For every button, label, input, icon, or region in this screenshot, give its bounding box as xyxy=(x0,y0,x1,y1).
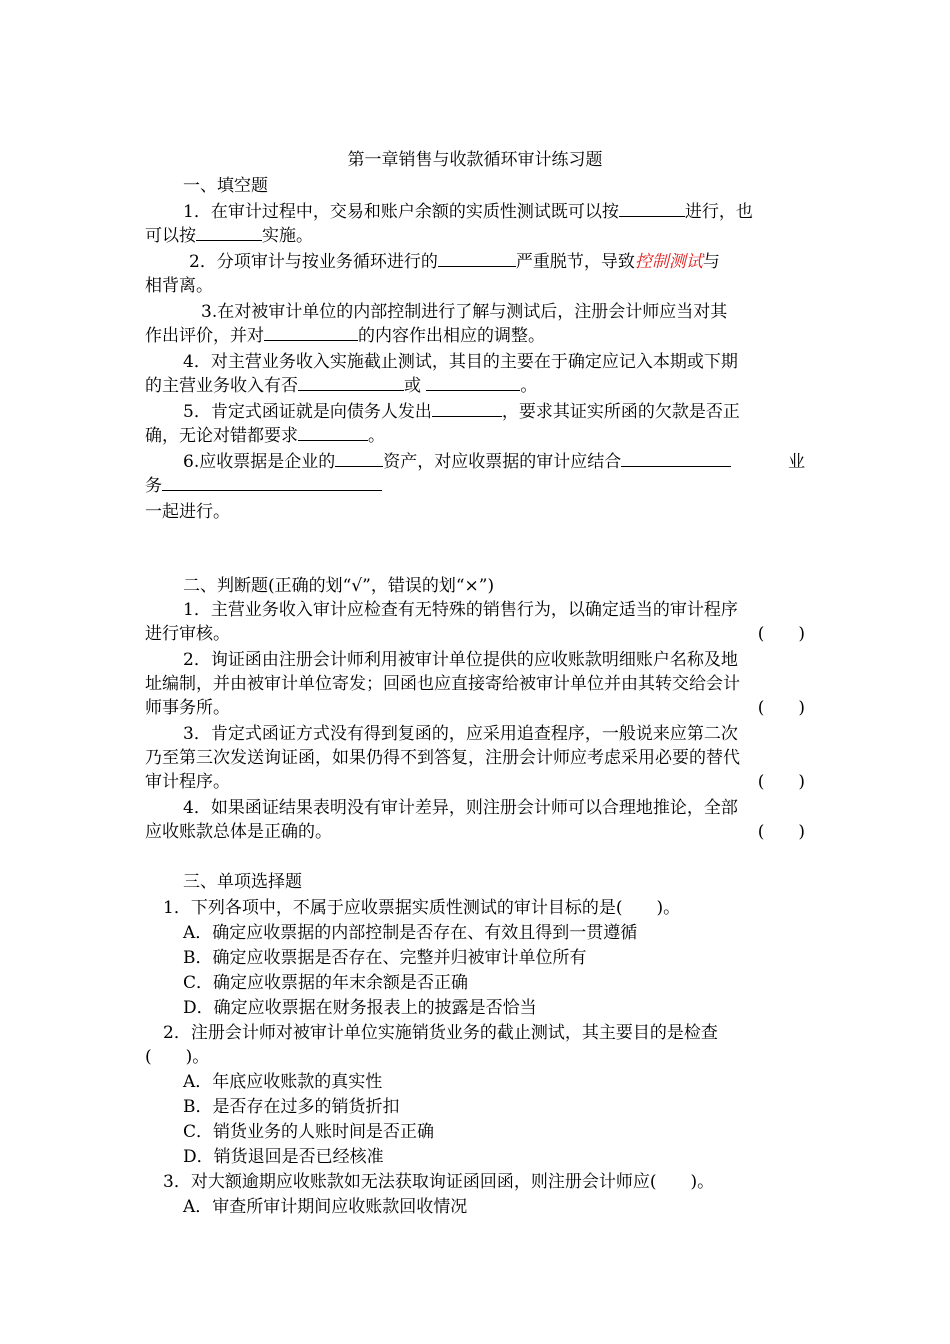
tf-question-2-end: 师事务所。 ( ) xyxy=(145,698,805,718)
tf-question-3-end: 审计程序。 ( ) xyxy=(145,772,805,792)
mc-option-2d[interactable]: D．销货退回是否已经核准 xyxy=(183,1147,384,1167)
question-1-5-cont: 确，无论对错都要求 。 xyxy=(145,426,385,446)
question-1-4-cont: 的主营业务收入有否 或 。 xyxy=(145,376,538,396)
blank xyxy=(298,374,404,391)
mc-option-1c[interactable]: C．确定应收票据的年末余额是否正确 xyxy=(183,973,469,993)
answer-bracket[interactable]: ( ) xyxy=(757,772,805,792)
blank xyxy=(162,474,382,491)
tf-question-2: 2．询证函由注册会计师利用被审计单位提供的应收账款明细账户名称及地 xyxy=(183,650,738,670)
mc-question-2: 2．注册会计师对被审计单位实施销货业务的截止测试，其主要目的是检查 xyxy=(163,1023,718,1043)
section-heading-true-false: 二、判断题(正确的划“√”，错误的划“×”) xyxy=(183,576,495,596)
mc-option-1b[interactable]: B．确定应收票据是否存在、完整并归被审计单位所有 xyxy=(183,948,587,968)
question-1-6-end: 一起进行。 xyxy=(145,502,230,522)
question-1-2: 2．分项审计与按业务循环进行的 严重脱节，导致控制测试与 xyxy=(189,252,720,272)
tf-question-4-cont: 应收账款总体是正确的。 ( ) xyxy=(145,822,805,842)
question-1-5: 5．肯定式函证就是向债务人发出 ，要求其证实所函的欠款是否正 xyxy=(183,402,740,422)
document-title: 第一章销售与收款循环审计练习题 xyxy=(347,150,603,170)
question-1-3-cont: 作出评价，并对 的内容作出相应的调整。 xyxy=(145,326,545,346)
blank xyxy=(432,400,502,417)
section-heading-multiple-choice: 三、单项选择题 xyxy=(183,872,302,892)
mc-option-2b[interactable]: B．是否存在过多的销货折扣 xyxy=(183,1097,400,1117)
tf-question-2-cont: 址编制，并由被审计单位寄发；回函也应直接寄给被审计单位并由其转交给会计 xyxy=(145,674,740,694)
blank xyxy=(619,200,685,217)
blank xyxy=(196,224,262,241)
question-1-6-cont: 务 xyxy=(145,474,805,498)
mc-option-1d[interactable]: D．确定应收票据在财务报表上的披露是否恰当 xyxy=(183,998,537,1018)
mc-question-2-cont: ( )。 xyxy=(145,1047,210,1067)
blank xyxy=(335,450,383,467)
question-1-1: 1．在审计过程中，交易和账户余额的实质性测试既可以按 进行，也 xyxy=(183,202,753,222)
blank xyxy=(438,250,516,267)
question-1-6: 6.应收票据是企业的 资产，对应收票据的审计应结合 业 xyxy=(183,452,805,472)
tf-question-1-cont: 进行审核。 ( ) xyxy=(145,624,805,644)
question-1-1-cont: 可以按 实施。 xyxy=(145,226,313,246)
tf-question-4: 4．如果函证结果表明没有审计差异，则注册会计师可以合理地推论，全部 xyxy=(183,798,738,818)
tf-question-3: 3．肯定式函证方式没有得到复函的，应采用追查程序，一般说来应第二次 xyxy=(183,724,738,744)
blank xyxy=(264,324,358,341)
blank xyxy=(426,374,520,391)
blank xyxy=(621,450,731,467)
section-heading-fill-blank: 一、填空题 xyxy=(183,176,268,196)
tf-question-3-cont: 乃至第三次发送询证函，如果仍得不到答复，注册会计师应考虑采用必要的替代 xyxy=(145,748,740,768)
mc-option-3a[interactable]: A．审查所审计期间应收账款回收情况 xyxy=(183,1197,468,1217)
answer-bracket[interactable]: ( ) xyxy=(757,698,805,718)
mc-option-1a[interactable]: A．确定应收票据的内部控制是否存在、有效且得到一贯遵循 xyxy=(183,923,638,943)
mc-option-2a[interactable]: A．年底应收账款的真实性 xyxy=(183,1072,383,1092)
answer-bracket[interactable]: ( ) xyxy=(757,822,805,842)
tf-question-1: 1．主营业务收入审计应检查有无特殊的销售行为，以确定适当的审计程序 xyxy=(183,600,738,620)
blank xyxy=(298,424,368,441)
question-1-2-cont: 相背离。 xyxy=(145,276,213,296)
question-1-3: 3.在对被审计单位的内部控制进行了解与测试后，注册会计师应当对其 xyxy=(201,302,728,322)
mc-question-1: 1．下列各项中，不属于应收票据实质性测试的审计目标的是( )。 xyxy=(163,898,681,918)
question-1-4: 4．对主营业务收入实施截止测试，其目的主要在于确定应记入本期或下期 xyxy=(183,352,738,372)
mc-option-2c[interactable]: C．销货业务的人账时间是否正确 xyxy=(183,1122,435,1142)
answer-bracket[interactable]: ( ) xyxy=(757,624,805,644)
mc-question-3: 3．对大额逾期应收账款如无法获取询证函回函，则注册会计师应( )。 xyxy=(163,1172,715,1192)
highlighted-text: 控制测试 xyxy=(634,252,703,272)
